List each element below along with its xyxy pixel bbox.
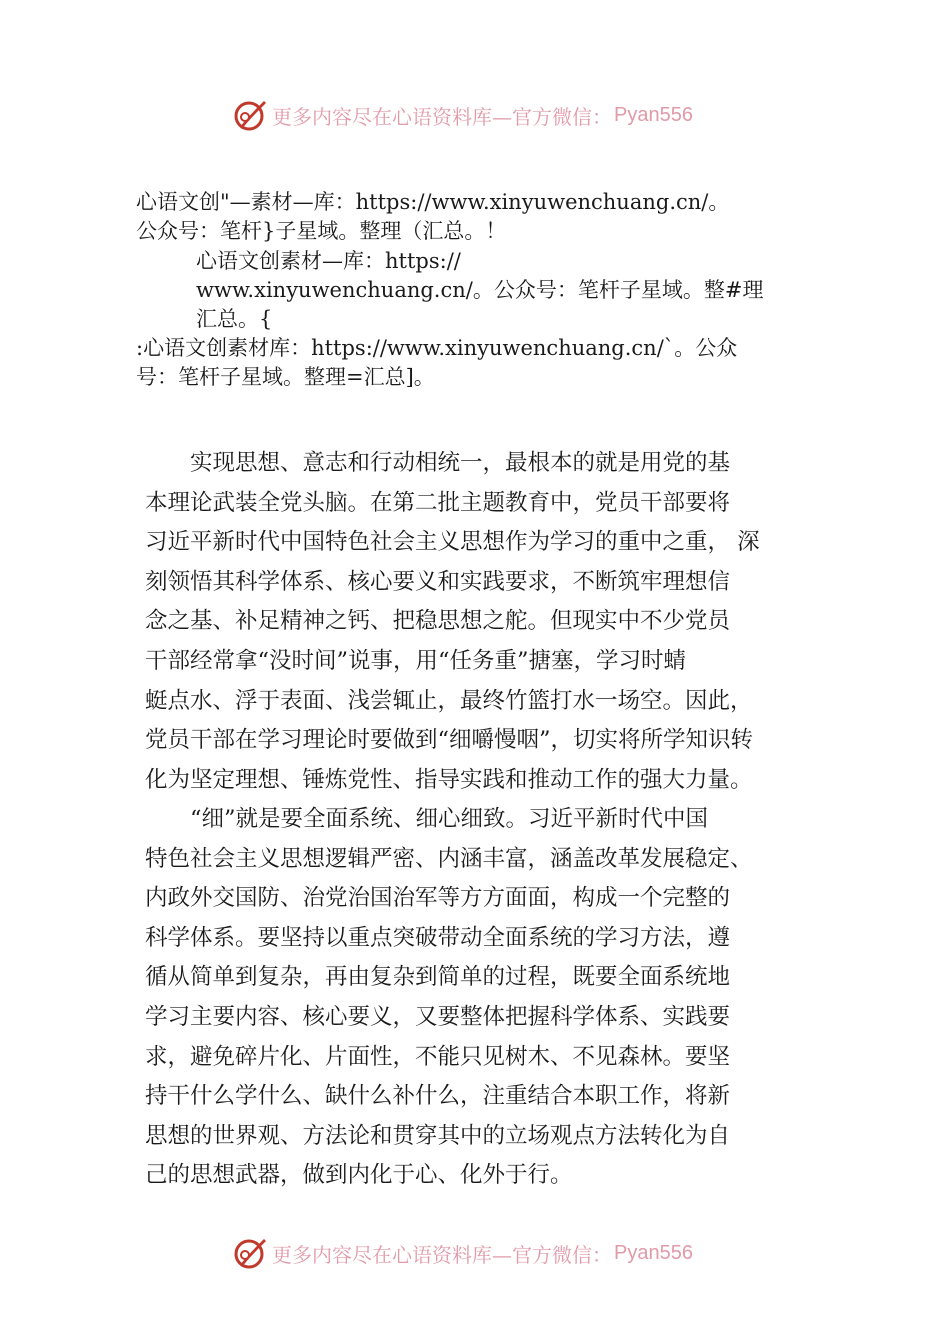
paragraph-line: 循从简单到复杂，再由复杂到简单的过程，既要全面系统地: [145, 964, 731, 991]
noise-line: 号：笔杆子星域。整理=汇总]。: [136, 365, 435, 389]
paragraph-line: 党员干部在学习理论时要做到“细嚼慢咽”，切实将所学知识转: [145, 727, 754, 754]
paragraph-line: 干部经常拿“没时间”说事，用“任务重”搪塞，学习时蜻: [145, 647, 687, 674]
noise-line: 心语文创素材—库：https://: [196, 249, 461, 273]
noise-line: 汇总。{: [196, 307, 273, 331]
brush-pen-logo-icon: [232, 1235, 268, 1271]
paragraph-line: 特色社会主义思想逻辑严密、内涵丰富，涵盖改革发展稳定、: [145, 845, 753, 872]
noise-line: :心语文创素材库：https://www.xinyuwenchuang.cn/`。公众: [136, 336, 738, 360]
paragraph-line: 持干什么学什么、缺什么补什么，注重结合本职工作，将新: [145, 1083, 731, 1110]
noise-line: 心语文创"—素材—库：https://www.xinyuwenchuang.cn/。: [136, 190, 730, 214]
paragraph-line: 本理论武装全党头脑。在第二批主题教育中，党员干部要将: [145, 489, 731, 516]
paragraph-line: 刻领悟其科学体系、核心要义和实践要求，不断筑牢理想信: [145, 568, 731, 595]
body-paragraph: [145, 800, 825, 1196]
body-paragraph: [145, 444, 825, 800]
paragraph-line: 科学体系。要坚持以重点突破带动全面系统的学习方法，遵: [145, 924, 731, 951]
watermark-id: Pyan556: [614, 1241, 693, 1264]
paragraph-line: 思想的世界观、方法论和贯穿其中的立场观点方法转化为自: [145, 1122, 731, 1149]
paragraph-line: 蜓点水、浮于表面、浅尝辄止，最终竹篮打水一场空。因此，: [145, 687, 753, 714]
paragraph-line: “细”就是要全面系统、细心细致。习近平新时代中国: [145, 806, 709, 832]
paragraph-line: 内政外交国防、治党治国治军等方方面面，构成一个完整的: [145, 885, 731, 912]
paragraph-line: 化为坚定理想、锤炼党性、指导实践和推动工作的强大力量。: [145, 766, 753, 793]
paragraph-line: 习近平新时代中国特色社会主义思想作为学习的重中之重， 深: [145, 529, 760, 556]
paragraph-line: 求，避免碎片化、片面性，不能只见树木、不见森林。要坚: [145, 1043, 731, 1070]
watermark-id: Pyan556: [614, 103, 693, 126]
watermark-text: 更多内容尽在心语资料库—官方微信：: [272, 1242, 612, 1267]
paragraph-line: 实现思想、意志和行动相统一，最根本的就是用党的基: [145, 450, 731, 476]
watermark-text: 更多内容尽在心语资料库—官方微信：: [272, 104, 612, 129]
paragraph-line: 学习主要内容、核心要义，又要整体把握科学体系、实践要: [145, 1003, 731, 1030]
paragraph-line: 念之基、补足精神之钙、把稳思想之舵。但现实中不少党员: [145, 608, 731, 635]
noise-line: 公众号：笔杆}子星域。整理（汇总。！: [136, 219, 507, 243]
watermark-banner-bottom: [232, 1233, 732, 1273]
paragraph-line: 己的思想武器，做到内化于心、化外于行。: [145, 1162, 573, 1189]
noise-line: www.xinyuwenchuang.cn/。公众号：笔杆子星域。整#理: [196, 278, 764, 302]
watermark-banner-top: [232, 95, 732, 135]
brush-pen-logo-icon: [232, 97, 268, 133]
